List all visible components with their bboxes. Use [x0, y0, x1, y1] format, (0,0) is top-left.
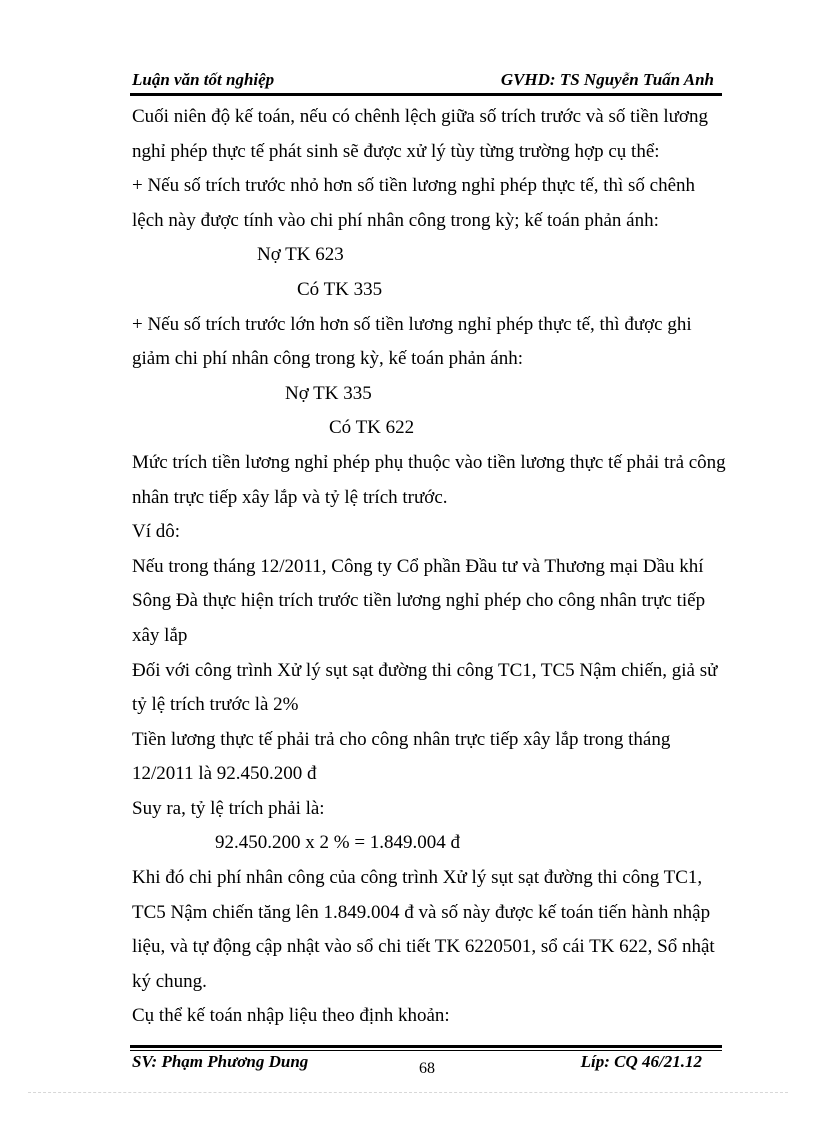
header-rule: [130, 93, 722, 96]
text-line: + Nếu số trích trước lớn hơn số tiền lương nghỉ phép thực tế, thì được ghi: [132, 313, 692, 335]
text-line: giảm chi phí nhân công trong kỳ, kế toán phản ánh:: [132, 348, 523, 370]
text-line: Sông Đà thực hiện trích trước tiền lương nghỉ phép cho công nhân trực tiếp: [132, 590, 706, 612]
page-number: 68: [419, 1060, 435, 1077]
footer-class-code: Líp: CQ 46/21.12: [580, 1052, 702, 1071]
footer-rule-thin: [130, 1050, 722, 1051]
calculation-line: 92.450.200 x 2 % = 1.849.004 đ: [215, 832, 461, 854]
text-line: nhân trực tiếp xây lắp và tỷ lệ trích trước.: [132, 486, 448, 508]
text-line: Khi đó chi phí nhân công của công trình Xử lý sụt sạt đường thi công TC1,: [132, 867, 703, 889]
text-line: Suy ra, tỷ lệ trích phải là:: [132, 797, 325, 819]
text-line: Ví dô:: [132, 521, 181, 543]
page-header: [132, 70, 720, 92]
journal-credit-line: Có TK 335: [297, 278, 383, 300]
text-line: TC5 Nậm chiến tăng lên 1.849.004 đ và số này được kế toán tiến hành nhập: [132, 901, 711, 923]
text-line: Tiền lương thực tế phải trả cho công nhân trực tiếp xây lắp trong tháng: [132, 728, 671, 750]
text-line: ký chung.: [132, 970, 207, 992]
text-line: 12/2011 là 92.450.200 đ: [132, 763, 317, 785]
text-line: tỷ lệ trích trước là 2%: [132, 694, 299, 716]
body-text: [132, 100, 726, 1034]
text-line: Nếu trong tháng 12/2011, Công ty Cổ phần Đầu tư và Thương mại Dầu khí: [132, 555, 704, 577]
journal-credit-line: Có TK 622: [329, 417, 415, 439]
journal-debit-line: Nợ TK 623: [257, 244, 344, 266]
text-line: Mức trích tiền lương nghỉ phép phụ thuộc vào tiền lương thực tế phải trả công: [132, 451, 726, 473]
page-edge-divider: [28, 1092, 788, 1093]
text-line: Đối với công trình Xử lý sụt sạt đường thi công TC1, TC5 Nậm chiến, giả sử: [132, 659, 718, 681]
header-thesis-title: Luận văn tốt nghiệp: [132, 70, 275, 89]
page-footer: [132, 1052, 720, 1076]
text-line: Cuối niên độ kế toán, nếu có chênh lệch giữa số trích trước và số tiền lương: [132, 106, 708, 127]
footer-student-name: SV: Phạm Phương Dung: [132, 1052, 309, 1071]
text-line: + Nếu số trích trước nhỏ hơn số tiền lương nghỉ phép thực tế, thì số chênh: [132, 175, 696, 197]
text-line: lệch này được tính vào chi phí nhân công trong kỳ; kế toán phản ánh:: [132, 209, 659, 231]
journal-debit-line: Nợ TK 335: [285, 382, 372, 404]
footer-rule-thick: [130, 1045, 722, 1048]
text-line: xây lắp: [132, 624, 188, 646]
text-line: liệu, và tự động cập nhật vào sổ chi tiết TK 6220501, sổ cái TK 622, Sổ nhật: [132, 936, 715, 958]
text-line: nghỉ phép thực tế phát sinh sẽ được xử lý tùy từng trường hợp cụ thể:: [132, 140, 660, 162]
header-supervisor: GVHD: TS Nguyễn Tuấn Anh: [500, 70, 714, 89]
text-line: Cụ thể kế toán nhập liệu theo định khoản:: [132, 1005, 450, 1027]
